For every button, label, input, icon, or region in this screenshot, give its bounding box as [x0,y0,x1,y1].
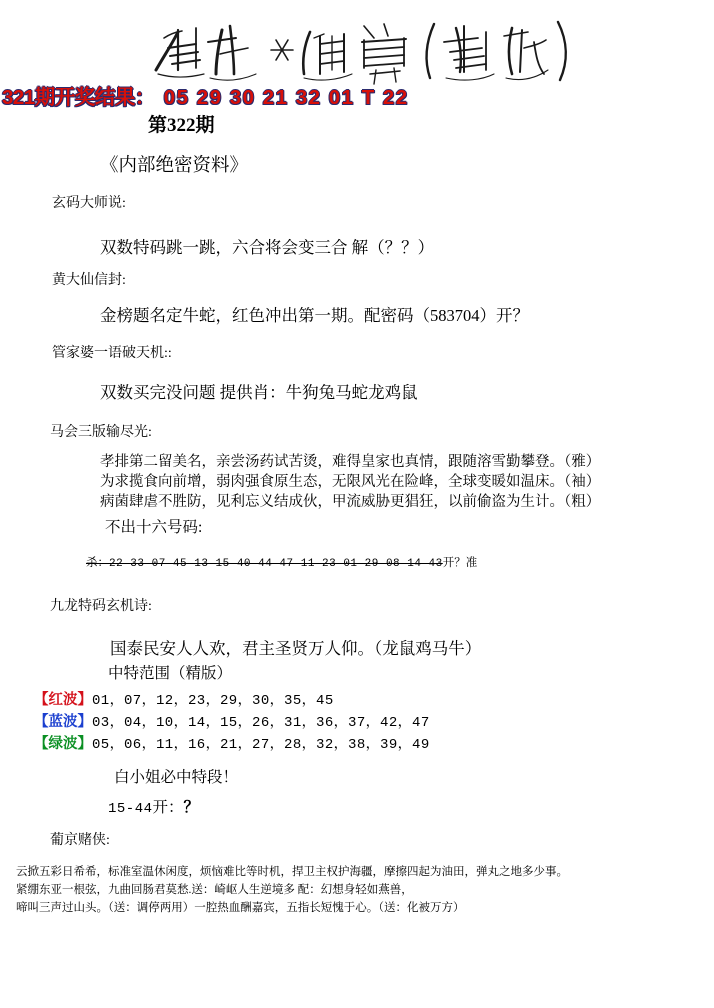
wave-tag-green: 【绿波】 [34,736,92,752]
section-line-xuanma: 双数特码跳一跳，六合将会变三合 解（？？） [100,238,435,257]
issue-suffix: 期 [195,115,215,136]
footer-line-2: 紧绷东亚一根弦，九曲回肠君莫愁.送：崎岖人生逆境多 配：幻想身轻如燕兽， [16,884,413,896]
duan-suffix: 开： [152,799,184,816]
zhongte-range-label: 中特范围（精版） [108,665,233,682]
document-title: 《内部绝密资料》 [100,156,249,176]
footer-line-3: 啼叫三声过山头。（送：调停两用）一腔热血酬嘉宾，五指长短愧于心。（送：化被万方） [16,902,465,914]
wave-numbers-blue: 03，04，10，14，15，26，31，36，37，42，47 [92,715,430,731]
duan-question-mark: ？ [183,799,200,816]
duan-range-row [108,798,199,819]
result-numbers: 05 29 30 21 32 01 T 22 [163,86,409,109]
wave-row-green [34,734,430,755]
kill-numbers-row [86,556,477,572]
issue-prefix: 第 [148,115,168,136]
kill-label: 杀： [86,557,109,569]
wave-row-red [34,690,334,711]
section-heading-mahui: 马会三版输尽光: [50,425,152,440]
kill-suffix: 开？准 [442,557,478,569]
jiulong-poem: 国泰民安人人欢，君主圣贤万人仰。（龙鼠鸡马牛） [110,639,482,658]
footer-line-1: 云掀五彩日希希，标准室温休闲度，烦恼难比等时机，捍卫主权护海疆，摩擦四起为油田，弹丸之地多少事。 [16,866,568,878]
issue-number [148,114,215,138]
mahui-poem-line-2: 为求揽食向前增，弱肉强食原生态，无限风光在险峰，全球变暖如温床。（袖） [100,474,601,490]
wave-numbers-green: 05，06，11，16，21，27，28，32，38，39，49 [92,737,430,753]
section-heading-huangdaxian: 黄大仙信封: [52,273,126,288]
section-heading-xuanma: 玄码大师说: [52,196,126,211]
lottery-result-headline [2,86,714,110]
section-line-huangdaxian: 金榜题名定牛蛇，红色冲出第一期。配密码（583704）开？ [100,306,529,325]
no-sixteen-label: 不出十六号码: [105,519,203,536]
issue-value: 322 [167,115,196,136]
section-heading-jiulong: 九龙特码玄机诗: [50,599,152,614]
kill-numbers: 22 33 07 45 13 15 40 44 47 11 23 01 29 08 14 43 [109,558,443,570]
wave-numbers-red: 01，07，12，23，29，30，35，45 [92,693,334,709]
wave-row-blue [34,712,430,733]
calligraphy-title-image [138,8,578,92]
mahui-poem-line-1: 孝排第二留美名，亲尝汤药试苦烫，难得皇家也真情，跟随溶雪勤攀登。（雅） [100,454,601,470]
baixiaojie-line: 白小姐必中特段！ [114,769,239,786]
wave-tag-blue: 【蓝波】 [34,714,92,730]
section-heading-pujing: 葡京赌侠: [50,833,110,848]
section-line-guanjiapo: 双数买完没问题 提供肖：牛狗兔马蛇龙鸡鼠 [100,383,418,402]
mahui-poem-line-3: 病菌肆虐不胜防，见利忘义结成伙，甲流威胁更猖狂，以前偷盗为生计。（粗） [100,494,601,510]
duan-range: 15-44 [108,801,153,817]
result-label: 321期开奖结果： [2,86,155,109]
wave-tag-red: 【红波】 [34,692,92,708]
section-heading-guanjiapo: 管家婆一语破天机:: [52,346,172,361]
